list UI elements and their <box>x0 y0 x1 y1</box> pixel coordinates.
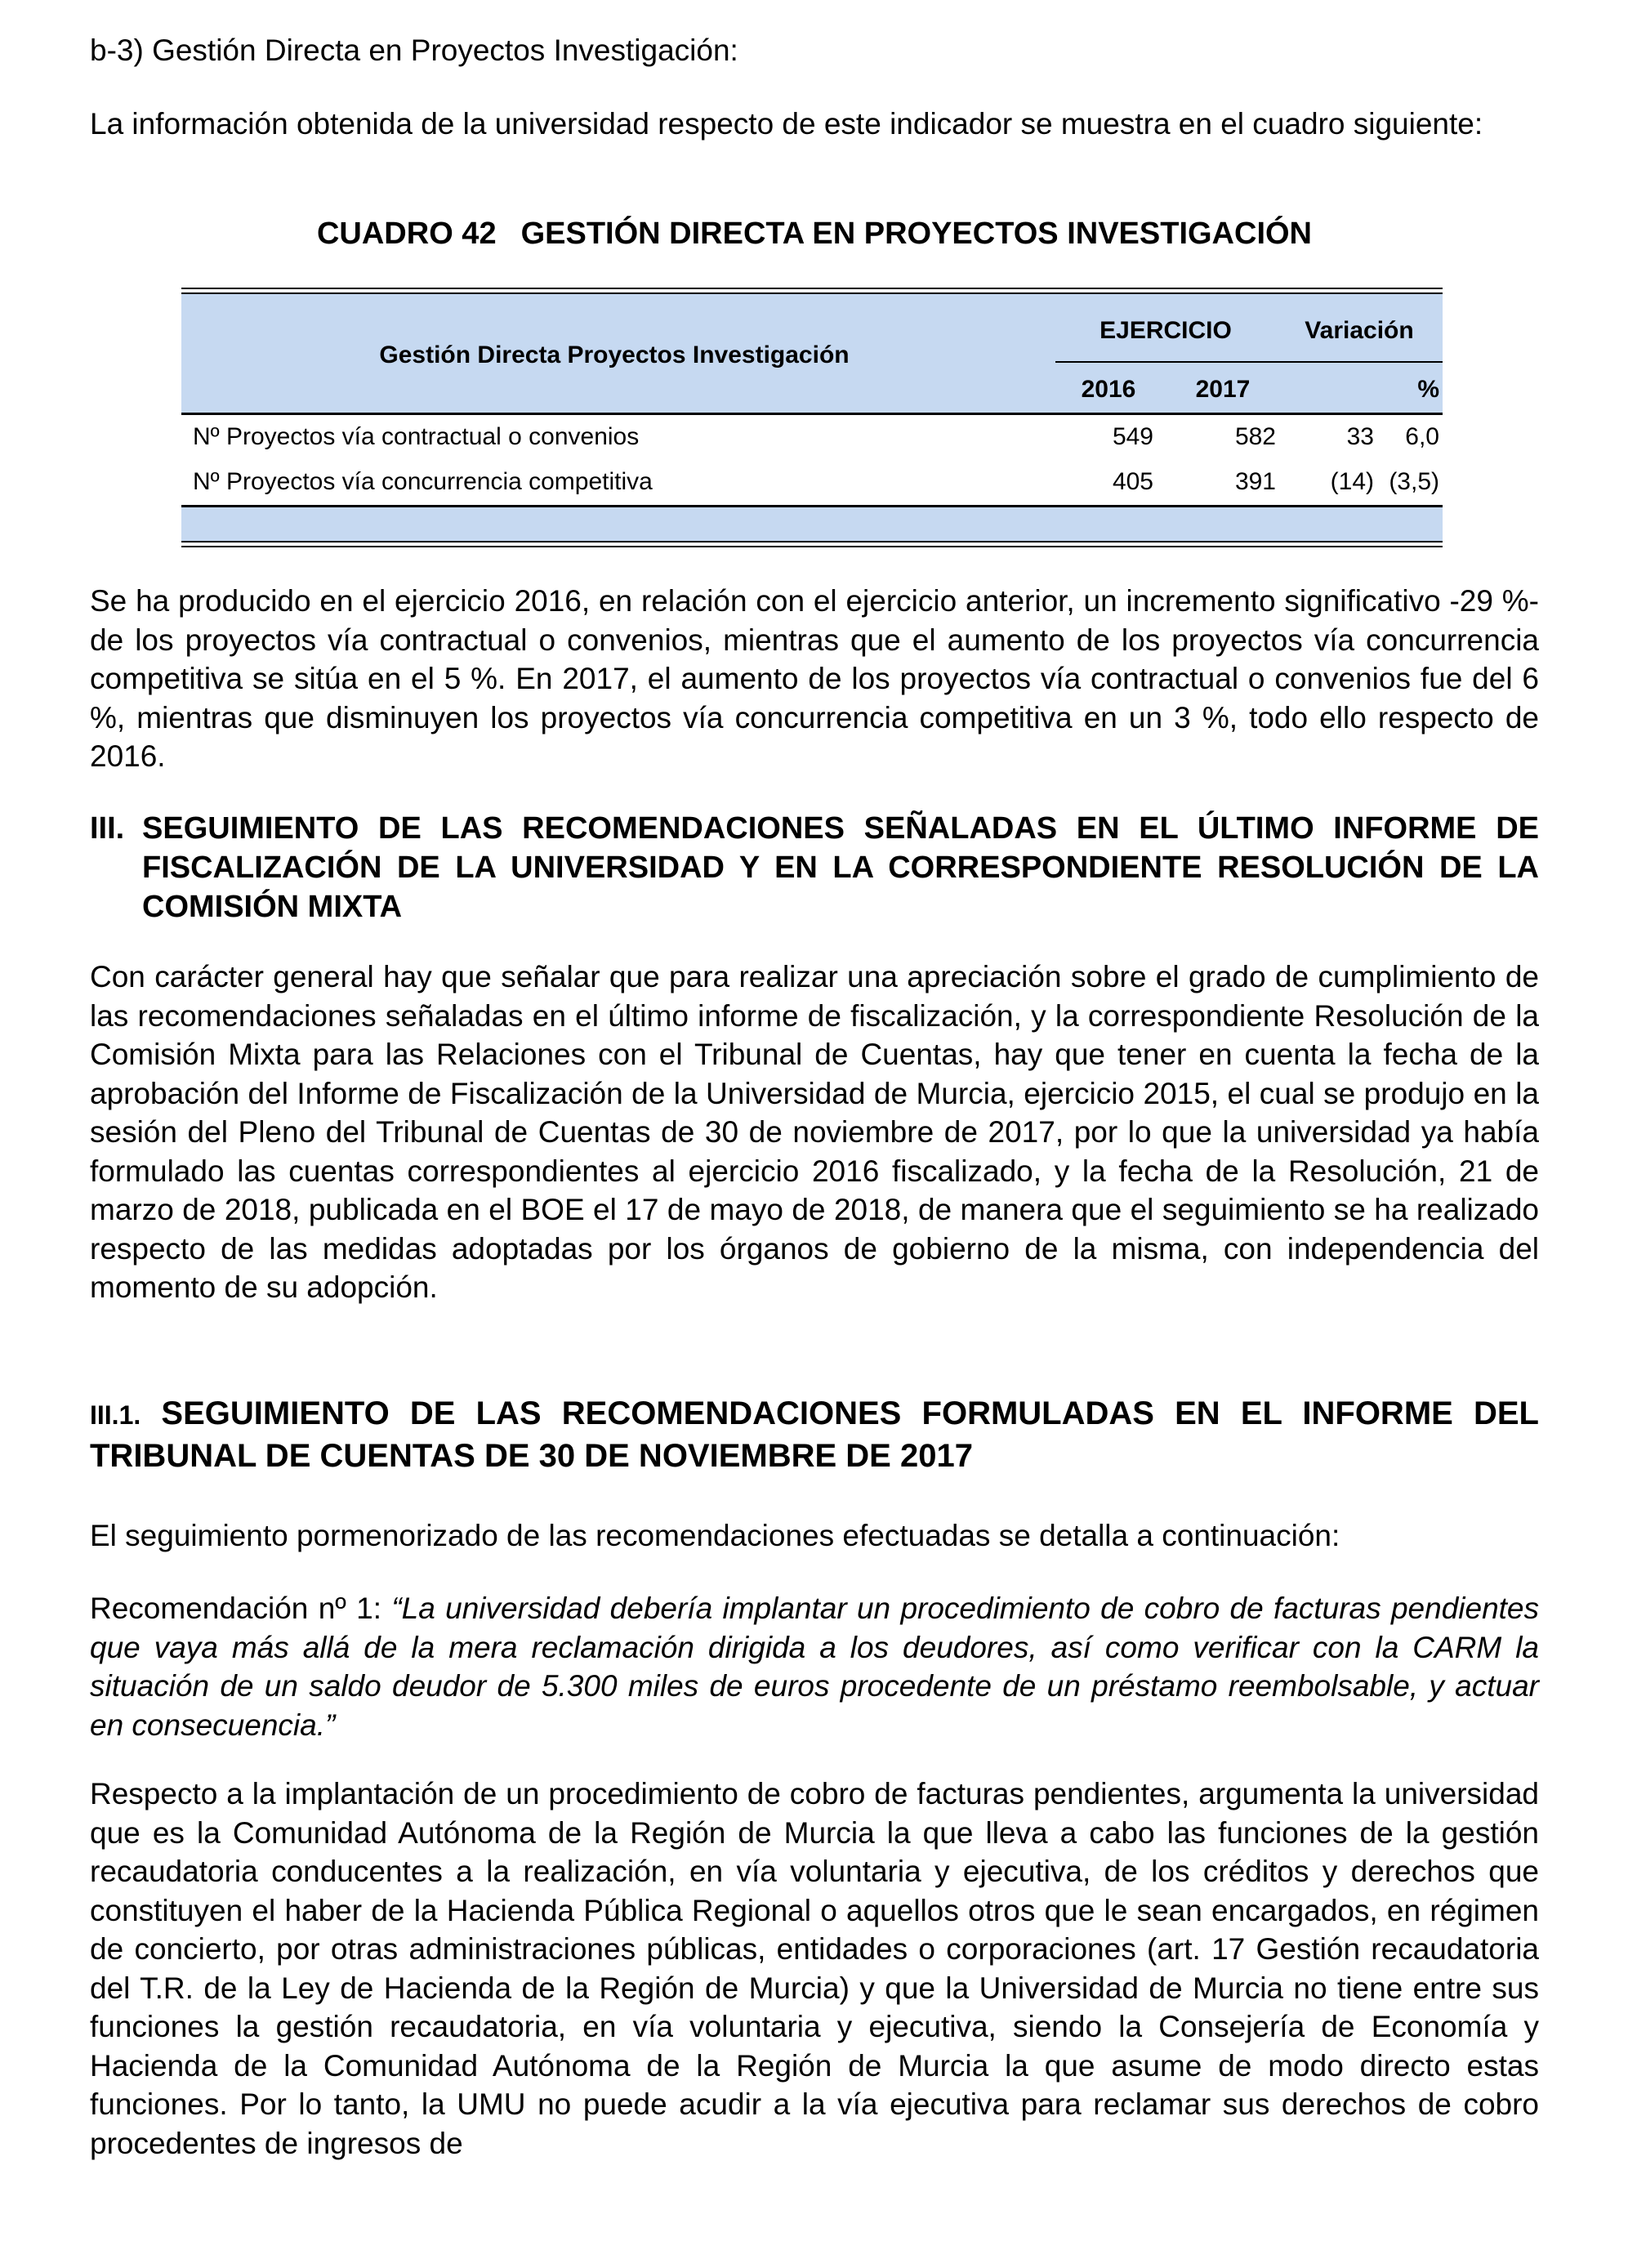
section-title: SEGUIMIENTO DE LAS RECOMENDACIONES FORMULADAS EN EL INFORME DEL TRIBUNAL DE CUENTAS DE 30 DE NOVIEMBRE DE 2017 <box>90 1395 1539 1474</box>
row-value-2017: 582 <box>1234 423 1276 450</box>
header-concept-label: Gestión Directa Proyectos Investigación <box>379 342 850 368</box>
header-year-2017: 2017 <box>1195 376 1251 403</box>
header-year-2016: 2016 <box>1081 376 1136 403</box>
recommendation-paragraph <box>90 1589 1539 1744</box>
header-percent: % <box>1417 376 1439 403</box>
row-variation-percent: 6,0 <box>1405 423 1439 450</box>
recommendation-label: Recomendación nº 1: <box>90 1592 392 1625</box>
header-subrule <box>1055 361 1443 363</box>
table-top-rule <box>181 288 1443 294</box>
recommendation-quote: “La universidad debería implantar un procedimiento de cobro de facturas pendientes que vaya más allá de la mera reclamación dirigida a los deudores, así como verificar con la CARM la situación de un saldo deudor de 5.300 miles de euros procedente de un préstamo reembolsable, y actuar en consecuencia.” <box>90 1592 1540 1742</box>
response-paragraph: Respecto a la implantación de un procedimiento de cobro de facturas pendientes, argumenta la universidad que es la Comunidad Autónoma de la Región de Murcia la que lleva a cabo las funciones de la gestión recaudatoria conducentes a la realización, en vía voluntaria y ejecutiva, de los créditos y derechos que constituyen el haber de la Hacienda Pública Regional o aquellos otros que le sean encargados, en régimen de concierto, por otras administraciones públicas, entidades o corporaciones (art. 17 Gestión recaudatoria del T.R. de la Ley de Hacienda de la Región de Murcia) y que la Universidad de Murcia no tiene entre sus funciones la gestión recaudatoria, en vía voluntaria y ejecutiva, siendo la Consejería de Economía y Hacienda de la Comunidad Autónoma de la Región de Murcia la que asume de modo directo estas funciones. Por lo tanto, la UMU no puede acudir a la vía ejecutiva para reclamar sus derechos de cobro procedentes de ingresos de <box>90 1777 1539 2160</box>
table-bottom-rule <box>181 541 1443 547</box>
section-number: III. <box>90 811 125 846</box>
section-title: SEGUIMIENTO DE LAS RECOMENDACIONES SEÑALADAS EN EL ÚLTIMO INFORME DE FISCALIZACIÓN DE LA UNIVERSIDAD Y EN LA CORRESPONDIENTE RESOLUCIÓN DE LA COMISIÓN MIXTA <box>142 811 1539 924</box>
table-row <box>181 415 1443 460</box>
section-heading-iii-1 <box>90 1393 1539 1476</box>
row-variation-percent: (3,5) <box>1389 468 1439 495</box>
table-header <box>181 294 1443 415</box>
table-caption <box>90 214 1539 253</box>
table-row <box>181 460 1443 505</box>
data-table <box>181 288 1443 547</box>
row-variation: (14) <box>1330 468 1374 495</box>
table-footer <box>181 507 1443 541</box>
table-caption-number: CUADRO 42 <box>316 217 497 251</box>
subsection-heading: b-3) Gestión Directa en Proyectos Investigación: <box>90 33 738 67</box>
row-concept: Nº Proyectos vía concurrencia competitiva <box>193 468 653 495</box>
table-caption-title: GESTIÓN DIRECTA EN PROYECTOS INVESTIGACIÓN <box>520 217 1312 251</box>
header-ejercicio: EJERCICIO <box>1100 317 1232 344</box>
row-value-2016: 405 <box>1112 468 1153 495</box>
header-variacion: Variación <box>1305 317 1414 344</box>
row-variation: 33 <box>1346 423 1374 450</box>
followup-paragraph: El seguimiento pormenorizado de las recomendaciones efectuadas se detalla a continuación: <box>90 1519 1340 1552</box>
section-heading-iii <box>90 809 1539 926</box>
section-number: III.1. <box>90 1400 141 1430</box>
analysis-paragraph: Se ha producido en el ejercicio 2016, en relación con el ejercicio anterior, un incremento significativo -29 %- de los proyectos vía contractual o convenios, mientras que el aumento de los proyectos vía concurrencia competitiva se sitúa en el 5 %. En 2017, el aumento de los proyectos vía contractual o convenios fue del 6 %, mientras que disminuyen los proyectos vía concurrencia competitiva en un 3 %, todo ello respecto de 2016. <box>90 584 1539 773</box>
row-value-2017: 391 <box>1234 468 1276 495</box>
general-paragraph: Con carácter general hay que señalar que para realizar una apreciación sobre el grado de cumplimiento de las recomendaciones señaladas en el último informe de fiscalización, y la correspondiente Resolución de la Comisión Mixta para las Relaciones con el Tribunal de Cuentas, hay que tener en cuenta la fecha de la aprobación del Informe de Fiscalización de la Universidad de Murcia, ejercicio 2015, el cual se produjo en la sesión del Pleno del Tribunal de Cuentas de 30 de noviembre de 2017, por lo que la universidad ya había formulado las cuentas correspondientes al ejercicio 2016 fiscalizado, y la fecha de la Resolución, 21 de marzo de 2018, publicada en el BOE el 17 de mayo de 2018, de manera que el seguimiento se ha realizado respecto de las medidas adoptadas por los órganos de gobierno de la misma, con independencia del momento de su adopción. <box>90 960 1539 1304</box>
row-value-2016: 549 <box>1112 423 1153 450</box>
row-concept: Nº Proyectos vía contractual o convenios <box>193 423 640 450</box>
intro-paragraph: La información obtenida de la universidad respecto de este indicador se muestra en el cuadro siguiente: <box>90 107 1483 141</box>
